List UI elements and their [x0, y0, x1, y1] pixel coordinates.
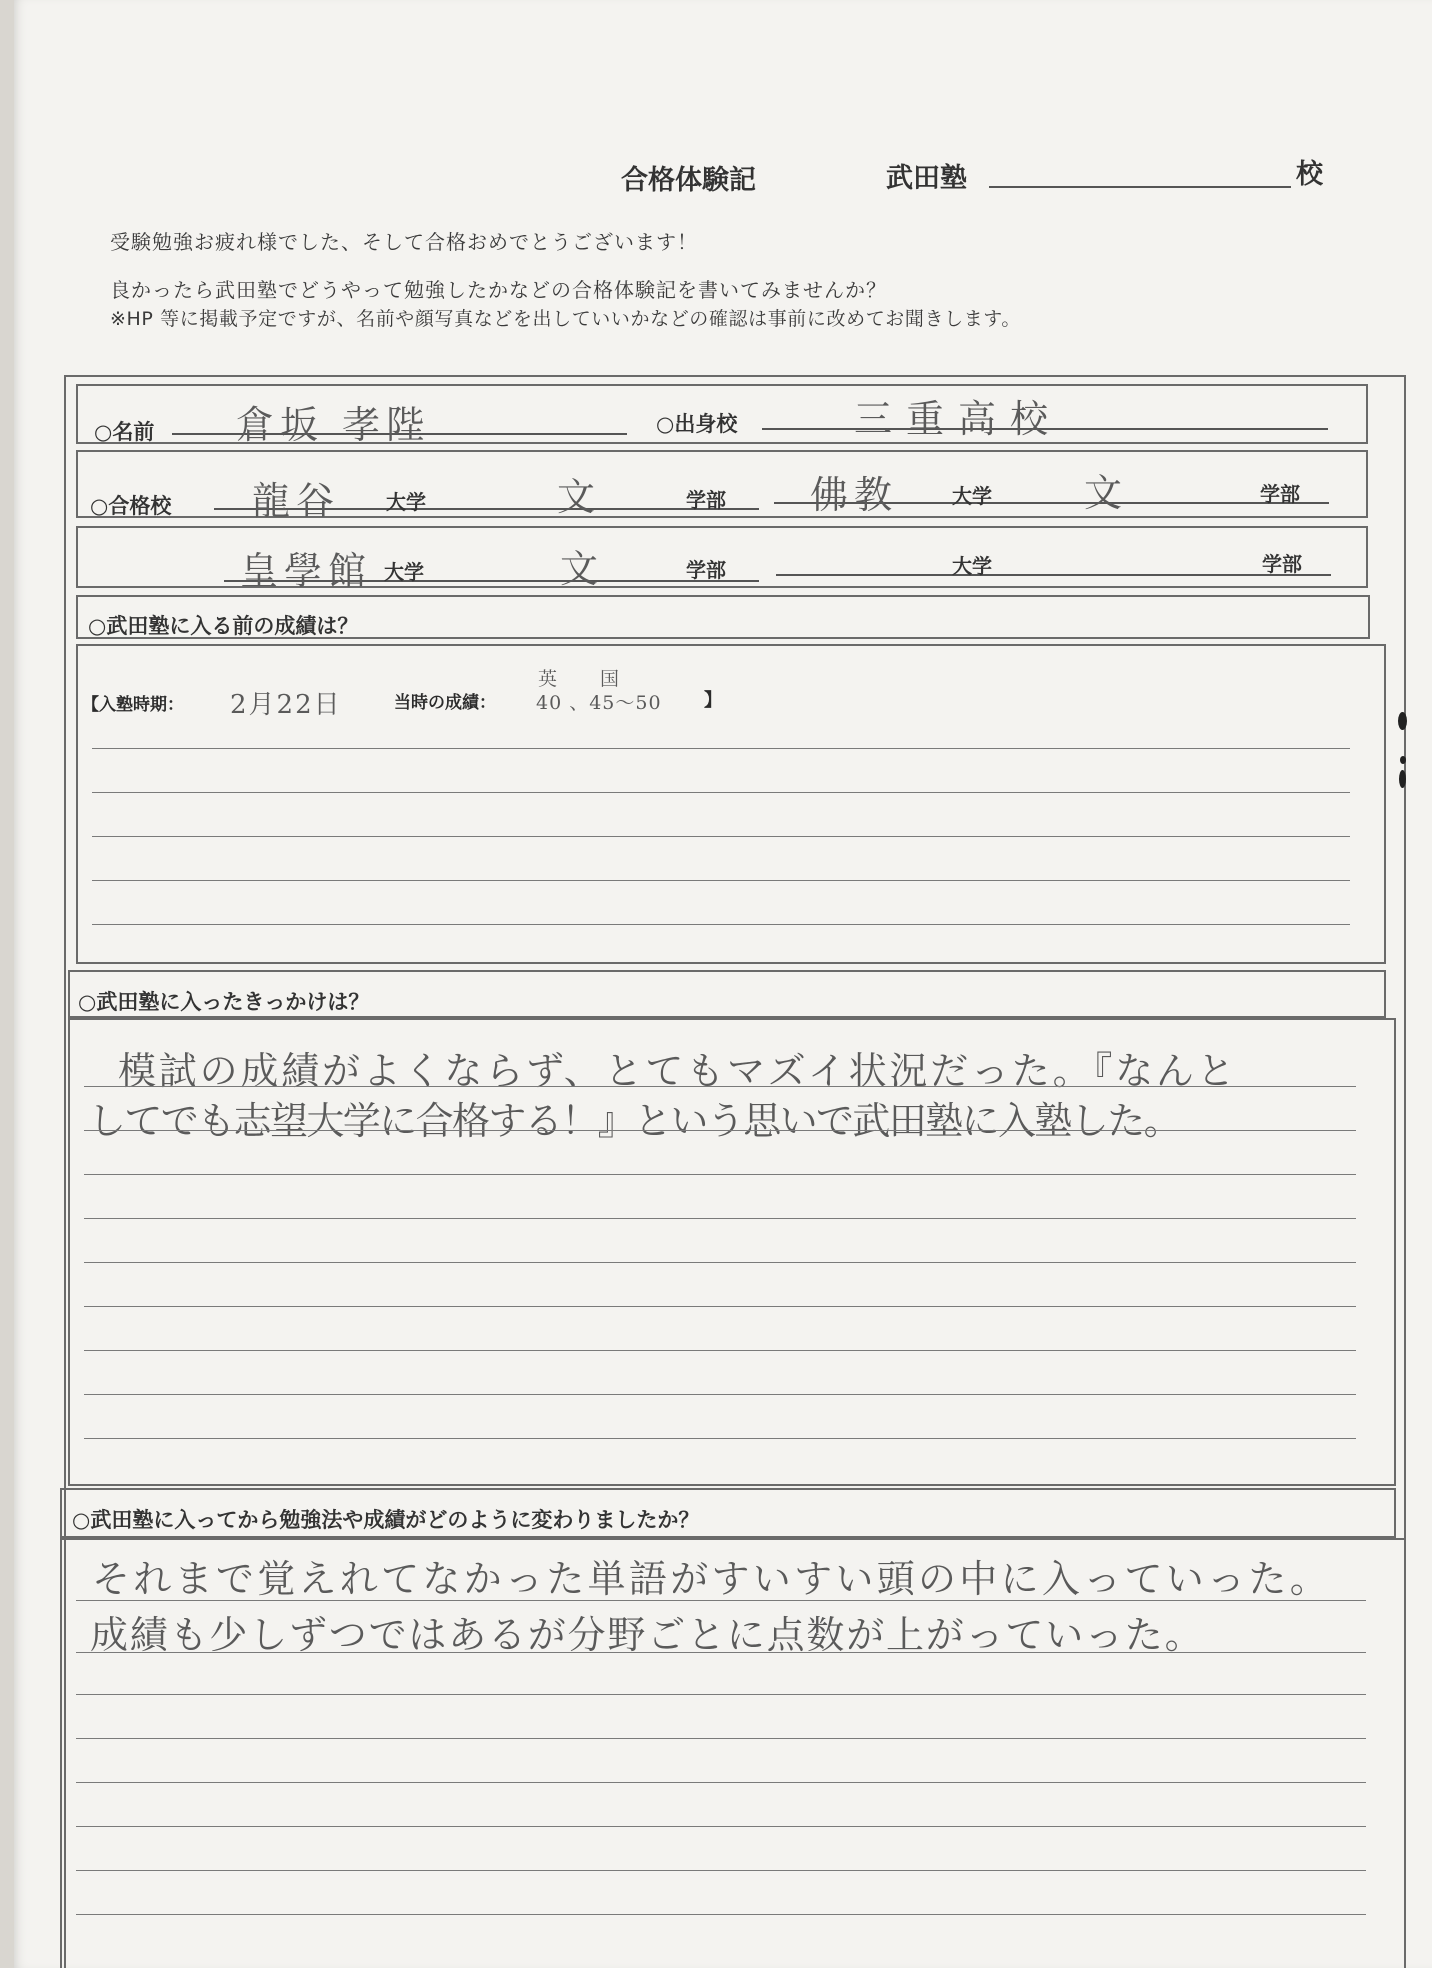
close-bracket: 】 [704, 690, 722, 711]
writing-line [76, 1782, 1366, 1783]
reason-heading: ○武田塾に入ったきっかけは？ [78, 990, 370, 1014]
writing-line [84, 1350, 1356, 1351]
change-heading: ○武田塾に入ってから勉強法や成績がどのように変わりましたか？ [72, 1508, 700, 1532]
grade-subjects: 英 国 [538, 668, 632, 690]
ink-mark [1398, 712, 1407, 730]
grade-values: 40 、45〜50 [536, 692, 662, 714]
faculty-unit: 学部 [686, 558, 726, 582]
school-name-field [989, 186, 1291, 188]
writing-line [76, 1694, 1366, 1695]
entry-label: 【入塾時期： [82, 695, 184, 715]
reason-line: してでも志望大学に合格する！』という思いで武田塾に入塾した。 [88, 1099, 1181, 1143]
faculty-unit: 学部 [1262, 552, 1302, 576]
faculty-unit: 学部 [1260, 482, 1300, 506]
before-heading: ○武田塾に入る前の成績は？ [88, 614, 359, 638]
writing-line [92, 880, 1350, 881]
writing-line [84, 1306, 1356, 1307]
ink-mark [1400, 756, 1406, 764]
change-line: 成績も少しずつではあるが分野ごとに点数が上がっていった。 [90, 1613, 1205, 1657]
writing-line [76, 1870, 1366, 1871]
writing-line [92, 924, 1350, 925]
writing-line [84, 1394, 1356, 1395]
document-title: 合格体験記 [621, 165, 756, 196]
university-unit: 大学 [384, 560, 424, 584]
intro-note: ※HP 等に掲載予定ですが、名前や顔写真などを出していいかなどの確認は事前に改めてお聞きします。 [110, 308, 1021, 330]
passed-2-faculty: 文 [1084, 471, 1129, 515]
writing-line [76, 1914, 1366, 1915]
passed-1-university: 龍谷 [252, 479, 341, 523]
origin-label: ○出身校 [656, 412, 738, 436]
university-unit: 大学 [952, 484, 992, 508]
passed-3-faculty: 文 [560, 547, 605, 591]
writing-line [76, 1652, 1366, 1653]
writing-line [84, 1438, 1356, 1439]
writing-line [76, 1826, 1366, 1827]
ink-mark [1399, 770, 1406, 788]
entry-value: 2月22日 [230, 690, 342, 720]
intro-line: 良かったら武田塾でどうやって勉強したかなどの合格体験記を書いてみませんか？ [110, 278, 887, 302]
school-suffix: 校 [1296, 159, 1323, 190]
school-prefix: 武田塾 [886, 163, 967, 194]
name-value: 倉坂 孝陛 [236, 403, 431, 447]
grade-label: 当時の成績： [394, 693, 496, 713]
reason-line: 模試の成績がよくならず、とてもマズイ状況だった。『なんと [118, 1049, 1238, 1093]
passed-4-field [776, 574, 1331, 576]
passed-label: ○合格校 [90, 494, 172, 518]
passed-3-university: 皇學館 [240, 549, 373, 593]
university-unit: 大学 [386, 490, 426, 514]
change-line: それまで覚えれてなかった単語がすいすい頭の中に入っていった。 [92, 1557, 1332, 1601]
passed-2-university: 佛教 [810, 473, 899, 517]
writing-line [92, 792, 1350, 793]
name-label: ○名前 [94, 420, 155, 444]
writing-line [84, 1174, 1356, 1175]
writing-line [76, 1600, 1366, 1601]
document-paper [14, 0, 1432, 1968]
origin-value: 三重高校 [854, 397, 1063, 441]
writing-line [84, 1262, 1356, 1263]
writing-line [92, 748, 1350, 749]
writing-line [84, 1218, 1356, 1219]
writing-line [76, 1738, 1366, 1739]
writing-line [92, 836, 1350, 837]
university-unit: 大学 [952, 554, 992, 578]
writing-line [84, 1086, 1356, 1087]
faculty-unit: 学部 [686, 488, 726, 512]
writing-line [84, 1130, 1356, 1131]
intro-line: 受験勉強お疲れ様でした、そして合格おめでとうございます！ [110, 230, 698, 254]
passed-1-faculty: 文 [557, 475, 602, 519]
